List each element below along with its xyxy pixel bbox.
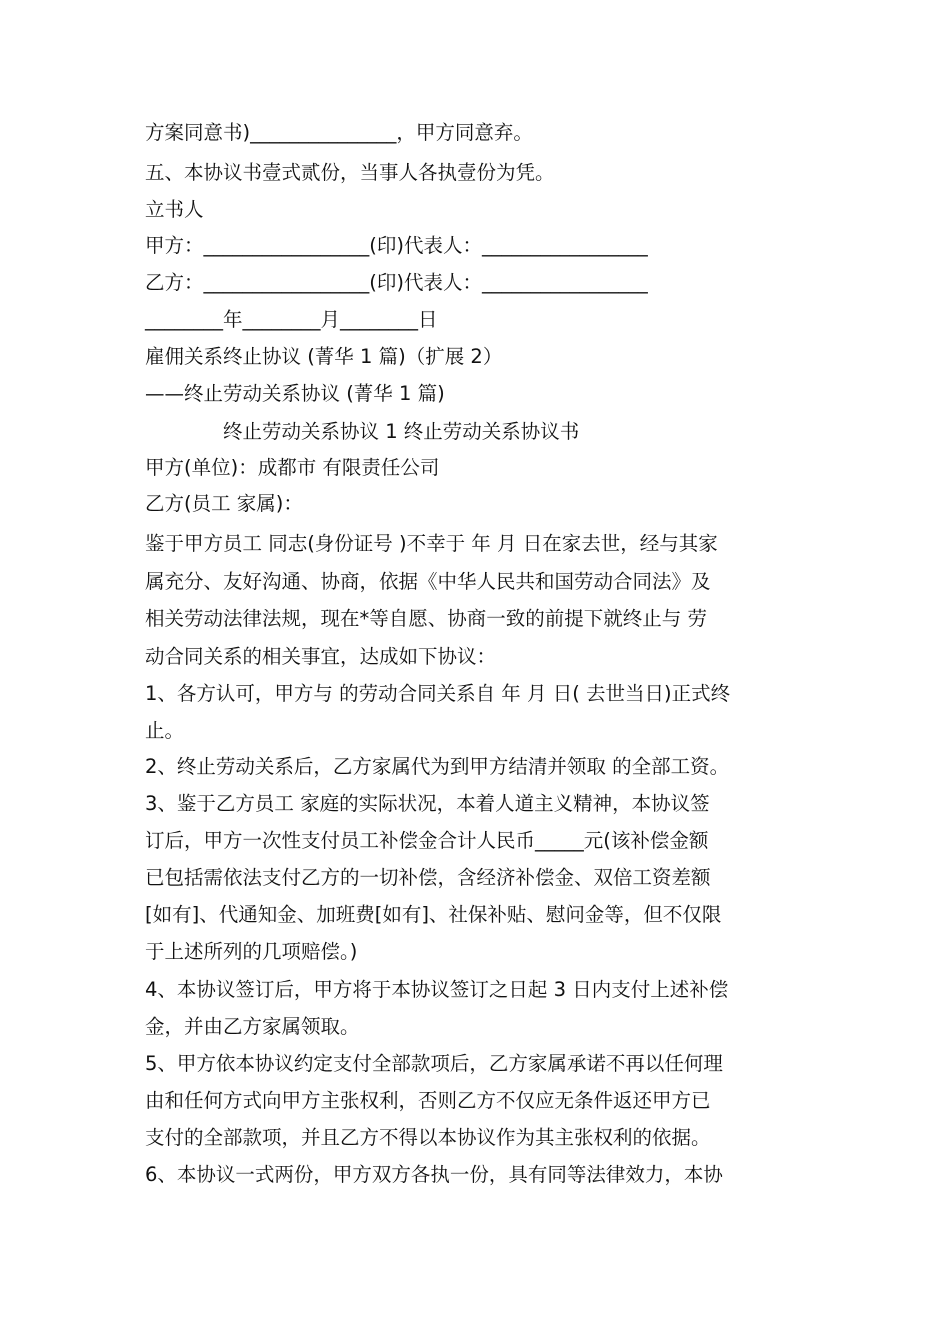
- text-line: ——终止劳动关系协议 (菁华 1 篇): [145, 382, 445, 405]
- text-line: 动合同关系的相关事宜，达成如下协议：: [145, 645, 497, 668]
- text-line: 1、各方认可，甲方与 的劳动合同关系自 年 月 日( 去世当日)正式终: [145, 682, 731, 705]
- text-line: 乙方(员工 家属)：: [145, 492, 303, 515]
- text-line: [如有]、代通知金、加班费[如有]、社保补贴、慰问金等，但不仅限: [145, 903, 722, 926]
- text-line: 鉴于甲方员工 同志(身份证号 )不幸于 年 月 日在家去世，经与其家: [145, 532, 718, 555]
- text-line: 止。: [145, 719, 185, 742]
- text-line: 金，并由乙方家属领取。: [145, 1015, 360, 1038]
- text-line: 2、终止劳动关系后，乙方家属代为到甲方结清并领取 的全部工资。: [145, 755, 730, 778]
- text-line: 由和任何方式向甲方主张权利，否则乙方不仅应无条件返还甲方已: [145, 1089, 711, 1112]
- text-line: 甲方：_________________(印)代表人：_________________: [145, 234, 648, 257]
- text-line: 立书人: [145, 198, 204, 221]
- text-line: 支付的全部款项，并且乙方不得以本协议作为其主张权利的依据。: [145, 1126, 711, 1149]
- text-line: 甲方(单位)：成都市 有限责任公司: [145, 456, 440, 479]
- text-line: 相关劳动法律法规，现在*等自愿、协商一致的前提下就终止与 劳: [145, 607, 707, 630]
- text-line: 5、甲方依本协议约定支付全部款项后，乙方家属承诺不再以任何理: [145, 1052, 723, 1075]
- text-line: 五、本协议书壹式贰份，当事人各执壹份为凭。: [145, 161, 555, 184]
- text-line: 订后，甲方一次性支付员工补偿金合计人民币_____元(该补偿金额: [145, 829, 709, 852]
- text-line: 乙方：_________________(印)代表人：_________________: [145, 271, 648, 294]
- text-line: 4、本协议签订后，甲方将于本协议签订之日起 3 日内支付上述补偿: [145, 978, 729, 1001]
- text-line: 已包括需依法支付乙方的一切补偿，含经济补偿金、双倍工资差额: [145, 866, 711, 889]
- text-line: 属充分、友好沟通、协商，依据《中华人民共和国劳动合同法》及: [145, 570, 711, 593]
- text-line: ________年________月________日: [145, 308, 438, 331]
- text-line: 方案同意书)_______________，甲方同意弃。: [145, 121, 533, 144]
- text-line: 6、本协议一式两份，甲方双方各执一份，具有同等法律效力，本协: [145, 1163, 723, 1186]
- text-line: 3、鉴于乙方员工 家庭的实际状况，本着人道主义精神，本协议签: [145, 792, 710, 815]
- text-line: 于上述所列的几项赔偿。): [145, 940, 358, 963]
- text-line: 雇佣关系终止协议 (菁华 1 篇)（扩展 2）: [145, 345, 503, 368]
- section-heading: 终止劳动关系协议 1 终止劳动关系协议书: [223, 420, 580, 443]
